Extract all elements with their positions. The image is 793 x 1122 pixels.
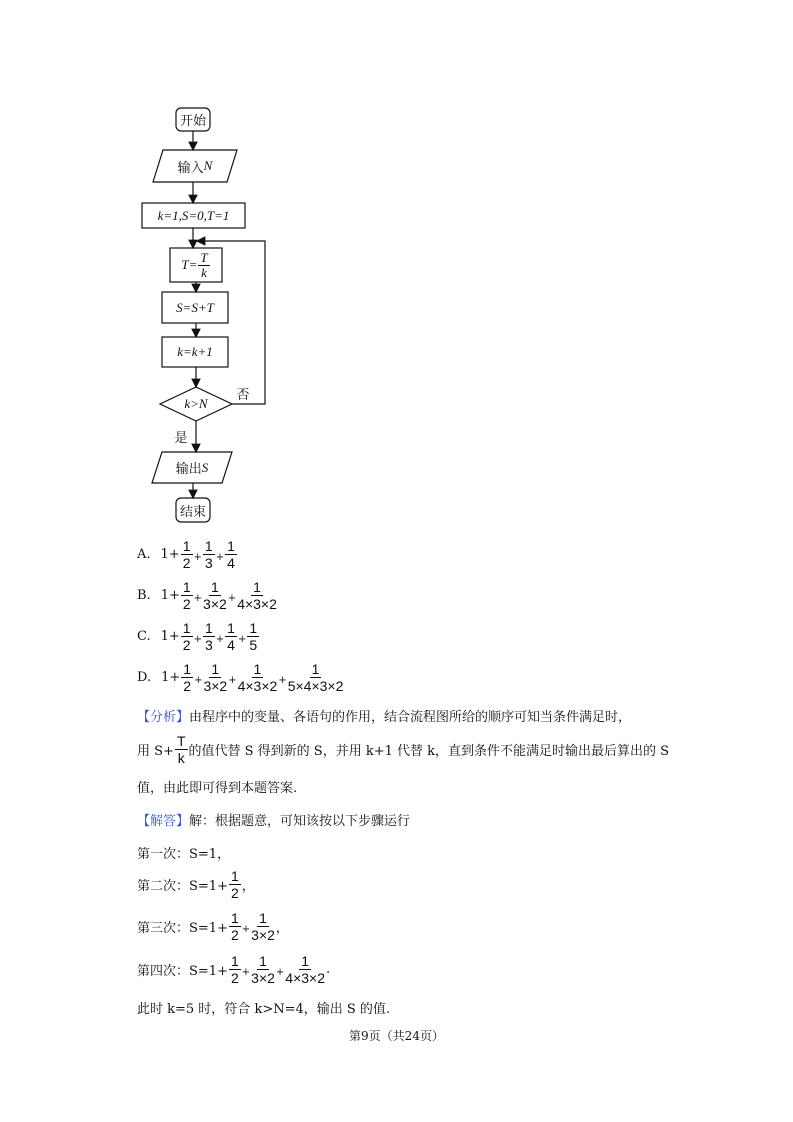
step-3 — [137, 910, 289, 943]
denominator: 4×3×2 — [237, 678, 278, 694]
conclusion: 此时 k=5 时，符合 k>N=4，输出 S 的值. — [137, 1002, 391, 1017]
denominator: 2 — [183, 678, 192, 694]
step-prefix: 第三次：S=1+ — [137, 921, 228, 936]
step-prefix: 第二次：S=1+ — [137, 879, 228, 894]
plus-sign: + — [193, 593, 203, 604]
input-text: 输入 — [177, 160, 204, 176]
fraction — [229, 953, 241, 986]
condition-label: k>N — [184, 396, 208, 411]
numerator: 1 — [253, 579, 261, 595]
denominator: 3×2 — [203, 678, 228, 694]
solution-tag: 【解答】 — [137, 814, 190, 829]
fraction — [285, 953, 325, 986]
step-end: ， — [241, 879, 255, 894]
no-label: 否 — [236, 387, 250, 403]
fraction — [247, 620, 259, 653]
option-label: B. — [137, 588, 151, 603]
plus-sign: + — [227, 593, 237, 604]
end-label: 结束 — [179, 504, 206, 520]
denominator: 3 — [204, 555, 213, 571]
fraction — [288, 661, 344, 694]
denominator: 2 — [182, 596, 191, 612]
page-footer: 第9页（共24页） — [349, 1029, 444, 1043]
denominator: 4×3×2 — [237, 596, 277, 612]
analysis-line-2 — [137, 733, 669, 766]
input-label — [153, 150, 237, 182]
yes-label: 是 — [174, 430, 188, 446]
plus-sign: + — [237, 634, 247, 645]
option-a — [137, 538, 238, 571]
numerator: 1 — [182, 579, 191, 595]
fraction — [251, 910, 275, 943]
solution-intro-text: 解：根据题意，可知该按以下步骤运行 — [189, 814, 411, 829]
s-label: S=S+T — [176, 299, 214, 315]
t-label — [170, 248, 222, 282]
plus-sign: + — [275, 967, 285, 978]
output-var: S — [201, 459, 209, 475]
fraction — [229, 868, 241, 901]
numerator: 1 — [204, 538, 213, 554]
fraction — [203, 538, 215, 571]
plus-sign: + — [215, 634, 225, 645]
denominator: 2 — [230, 927, 239, 943]
input-var: N — [203, 158, 213, 173]
denominator: 2 — [230, 885, 239, 901]
denominator: 4×3×2 — [285, 970, 326, 986]
numerator: 1 — [259, 953, 267, 969]
numerator: 1 — [301, 953, 310, 969]
numerator: 1 — [253, 661, 262, 677]
analysis-pre: 用 S+ — [137, 744, 174, 759]
numerator: 1 — [182, 538, 191, 554]
fraction — [203, 579, 227, 612]
fraction — [229, 910, 241, 943]
step-2 — [137, 868, 255, 901]
fraction — [203, 661, 227, 694]
numerator: 1 — [182, 620, 191, 636]
solution-intro — [137, 810, 410, 829]
option-d — [137, 661, 344, 694]
fraction — [238, 661, 278, 694]
analysis-line-1 — [137, 706, 631, 725]
option-lead: 1+ — [160, 588, 180, 603]
denominator: 4 — [227, 637, 235, 653]
fraction — [225, 538, 237, 571]
frac-den: k — [177, 750, 185, 766]
option-label: C. — [137, 629, 151, 644]
option-c — [137, 620, 260, 653]
numerator: 1 — [227, 620, 235, 636]
output-text: 输出 — [175, 462, 202, 477]
plus-sign: + — [278, 675, 287, 686]
denominator: 2 — [182, 637, 191, 653]
analysis-line-3: 值，由此即可得到本题答案. — [137, 781, 298, 796]
numerator: 1 — [249, 620, 258, 636]
plus-sign: + — [215, 552, 225, 563]
numerator: 1 — [230, 910, 239, 926]
frac-num: T — [176, 733, 186, 749]
fraction — [181, 538, 193, 571]
fraction — [237, 579, 277, 612]
t-lhs: T= — [181, 257, 198, 272]
numerator: 1 — [259, 910, 267, 926]
denominator: 4 — [227, 555, 235, 571]
denominator: 3 — [204, 637, 213, 653]
option-label: D. — [137, 670, 152, 685]
t-den: k — [201, 264, 207, 280]
numerator: 1 — [183, 661, 192, 677]
fraction — [181, 661, 193, 694]
option-label: A. — [137, 547, 151, 562]
fraction — [203, 620, 215, 653]
step-4 — [137, 953, 330, 986]
plus-sign: + — [241, 967, 251, 978]
start-label: 开始 — [179, 114, 206, 129]
numerator: 1 — [204, 620, 213, 636]
numerator: 1 — [211, 661, 220, 677]
numerator: 1 — [230, 868, 239, 884]
denominator: 5 — [249, 637, 258, 653]
option-lead: 1+ — [160, 629, 180, 644]
t-fraction — [198, 251, 209, 280]
fraction — [225, 620, 237, 653]
numerator: 1 — [230, 953, 239, 969]
step-end: ， — [275, 921, 289, 936]
denominator: 5×4×3×2 — [287, 678, 344, 694]
fraction — [251, 953, 275, 986]
plus-sign: + — [194, 675, 203, 686]
option-b — [137, 579, 278, 612]
denominator: 2 — [230, 970, 239, 986]
plus-sign: + — [241, 924, 251, 935]
analysis-fraction — [175, 733, 188, 766]
plus-sign: + — [193, 634, 202, 645]
output-label — [152, 452, 232, 483]
numerator: 1 — [211, 579, 219, 595]
flowchart-lines — [0, 0, 793, 540]
numerator: 1 — [227, 538, 235, 554]
plus-sign: + — [228, 675, 237, 686]
init-label: k=1,S=0,T=1 — [157, 207, 230, 223]
plus-sign: + — [193, 552, 202, 563]
denominator: 3×2 — [203, 596, 227, 612]
denominator: 3×2 — [251, 970, 275, 986]
step-1: 第一次：S=1， — [137, 847, 231, 862]
analysis-tag: 【分析】 — [137, 710, 190, 725]
option-lead: 1+ — [161, 670, 181, 685]
denominator: 3×2 — [251, 927, 275, 943]
analysis-post: 的值代替 S 得到新的 S，并用 k+1 代替 k，直到条件不能满足时输出最后算出的 S — [188, 744, 670, 759]
step-end: . — [326, 962, 331, 977]
fraction — [181, 579, 193, 612]
analysis-text-1: 由程序中的变量、各语句的作用，结合流程图所给的顺序可知当条件满足时， — [189, 710, 632, 725]
fraction — [181, 620, 193, 653]
step-prefix: 第四次：S=1+ — [137, 964, 228, 979]
denominator: 2 — [182, 555, 191, 571]
numerator: 1 — [311, 661, 320, 677]
k-label: k=k+1 — [177, 344, 213, 359]
option-lead: 1+ — [160, 547, 180, 562]
t-num: T — [200, 249, 208, 265]
